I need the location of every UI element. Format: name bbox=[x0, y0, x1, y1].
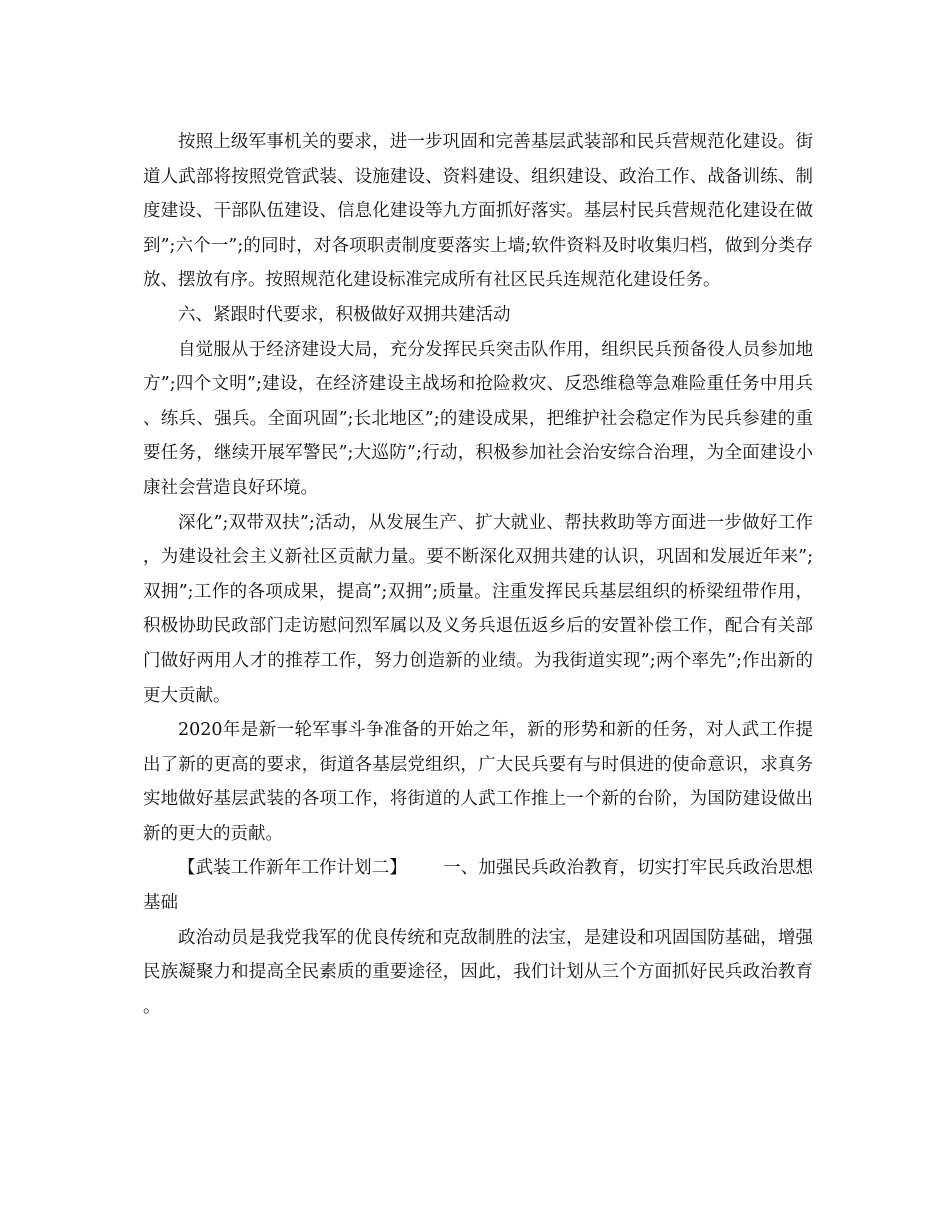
plan-two-heading-line bbox=[143, 851, 813, 920]
paragraph-standardization: 按照上级军事机关的要求，进一步巩固和完善基层武装部和民兵营规范化建设。街道人武部将按照党管武装、设施建设、资料建设、组织建设、政治工作、战备训练、制度建设、干部队伍建设、信息化建设等九方面抓好落实。基层村民兵营规范化建设在做到”;六个一”;的同时，对各项职责制度要落实上墙;软件资料及时收集归档，做到分类存放、摆放有序。按照规范化建设标准完成所有社区民兵连规范化建设任务。 bbox=[143, 132, 813, 291]
section-heading-six: 六、紧跟时代要求，积极做好双拥共建活动 bbox=[178, 304, 511, 325]
paragraph-political-mobilization: 政治动员是我党我军的优良传统和克敌制胜的法宝，是建设和巩固国防基础，增强民族凝聚力和提高全民素质的重要途径，因此，我们计划从三个方面抓好民兵政治教育。 bbox=[143, 927, 813, 1017]
paragraph-economic-construction: 自觉服从于经济建设大局，充分发挥民兵突击队作用，组织民兵预备役人员参加地方”;四个文明”;建设，在经济建设主战场和抢险救灾、反恐维稳等急难险重任务中用兵、练兵、强兵。全面巩固”;长北地区”;的建设成果，把维护社会稳定作为民兵参建的重要任务，继续开展军警民”;大巡防”;行动，积极参加社会治安综合治理，为全面建设小康社会营造良好环境。 bbox=[143, 339, 813, 498]
document-page bbox=[143, 125, 813, 1024]
plan-two-first-heading: 一、加强民兵政治教育，切实打牢民兵政治思想基础 bbox=[143, 858, 814, 914]
plan-two-title: 【武装工作新年工作计划二】 bbox=[178, 858, 408, 879]
paragraph-double-support: 深化”;双带双扶”;活动，从发展生产、扩大就业、帮扶救助等方面进一步做好工作，为建设社会主义新社区贡献力量。要不断深化双拥共建的认识，巩固和发展近年来”;双拥”;工作的各项成果，提高”;双拥”;质量。注重发挥民兵基层组织的桥梁纽带作用，积极协助民政部门走访慰问烈军属以及义务兵退伍返乡后的安置补偿工作，配合有关部门做好两用人才的推荐工作，努力创造新的业绩。为我街道实现”;两个率先”;作出新的更大贡献。 bbox=[143, 512, 813, 706]
paragraph-2020-outlook: 2020年是新一轮军事斗争准备的开始之年，新的形势和新的任务，对人武工作提出了新的更高的要求，街道各基层党组织，广大民兵要有与时俱进的使命意识，求真务实地做好基层武装的各项工作，将街道的人武工作推上一个新的台阶，为国防建设做出新的更大的贡献。 bbox=[143, 720, 813, 844]
